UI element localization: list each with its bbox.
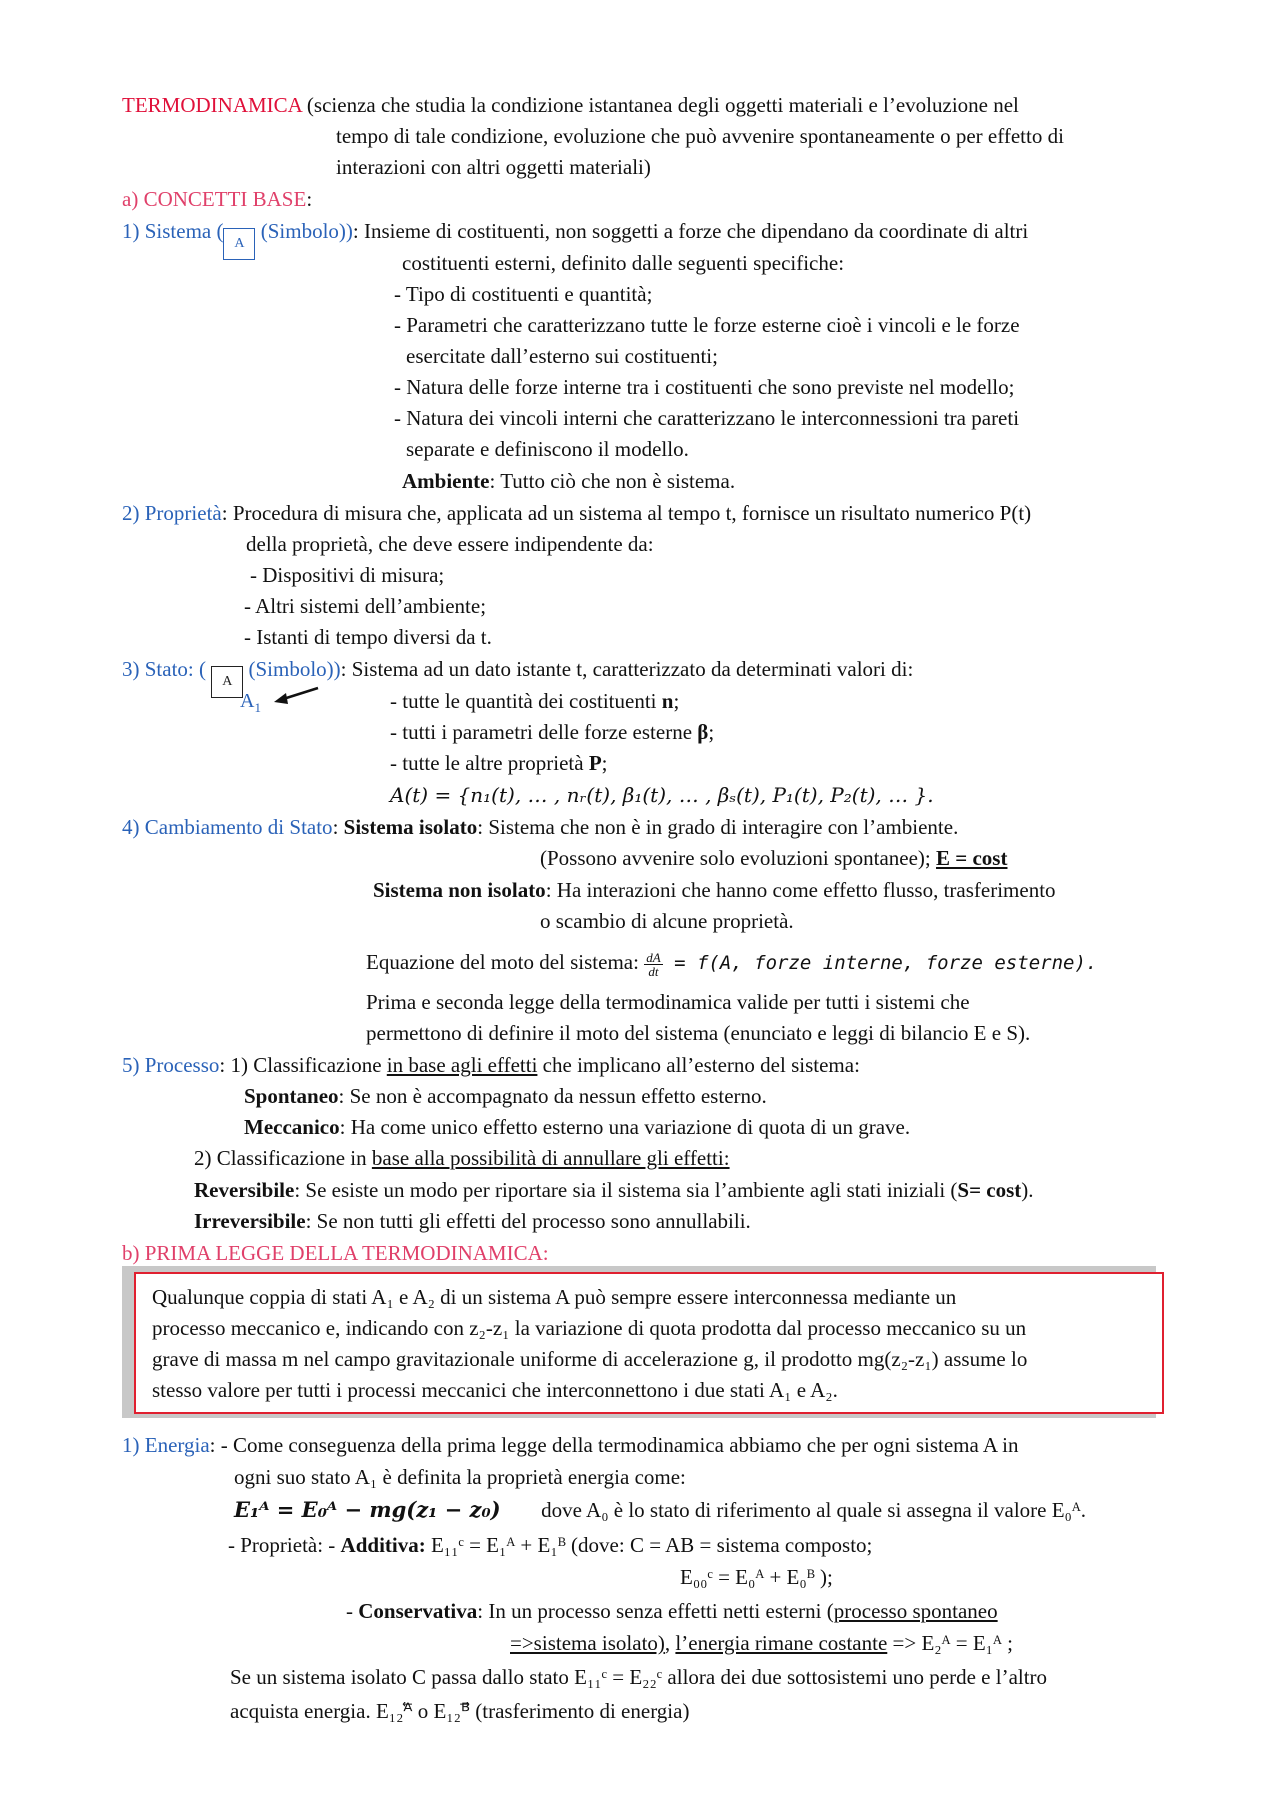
energia-formula-note: dove A₀ è lo stato di riferimento al quale si assegna il valore E₀ᴬ. xyxy=(541,1498,1086,1522)
proprieta-def-1: : Procedura di misura che, applicata ad un sistema al tempo t, fornisce un risultato numerico P(t) xyxy=(221,501,1032,525)
sistema-item-4b: separate e definiscono il modello. xyxy=(406,437,689,461)
reversibile-label: Reversibile xyxy=(194,1178,295,1202)
title-desc-1: (scienza che studia la condizione istantanea degli oggetti materiali e l’evoluzione nel xyxy=(306,93,1019,117)
stato-item-1-end: ; xyxy=(673,689,680,713)
cambiamento-colon: : xyxy=(332,815,344,839)
stato-item-2-bold: β xyxy=(697,720,709,744)
stato-item-1 xyxy=(390,688,679,714)
ambiente-label: Ambiente xyxy=(402,469,490,493)
stato-item-3-end: ; xyxy=(601,751,608,775)
equazione-fraction xyxy=(644,951,662,978)
legge-line-3: grave di massa m nel campo gravitazionale uniforme di accelerazione g, il prodotto mg(z₂-z₁) assume lo xyxy=(152,1347,1028,1371)
sistema-def-1: : Insieme di costituenti, non soggetti a forze che dipendano da coordinate di altri xyxy=(352,219,1029,243)
energia-formula-line xyxy=(234,1497,1086,1523)
conservativa-underlined-2: =>sistema isolato) xyxy=(510,1631,665,1655)
stato-formula: A(t) = {n₁(t), … , nᵣ(t), β₁(t), … , βₛ(t), P₁(t), P₂(t), … }. xyxy=(390,783,934,807)
e-cost: E = cost xyxy=(936,846,1008,870)
stato-label: 3) Stato: ( xyxy=(122,657,206,681)
processo-c1-pre: : 1) Classificazione xyxy=(219,1053,387,1077)
ambiente-text: : Tutto ciò che non è sistema. xyxy=(489,469,736,493)
conservativa-mid: , xyxy=(664,1631,676,1655)
stato-item-3-bold: P xyxy=(588,751,602,775)
stato-a1-label xyxy=(240,688,261,721)
proprieta-def-2: della proprietà, che deve essere indipendente da: xyxy=(246,532,654,556)
irreversibile-line xyxy=(194,1208,751,1234)
title-line-1 xyxy=(122,92,1019,118)
isolato-text-2: (Possono avvenire solo evoluzioni spontanee); xyxy=(540,846,937,870)
prima-legge-box xyxy=(134,1272,1164,1414)
stato-item-2 xyxy=(390,719,714,745)
nonisolato-text: : Ha interazioni che hanno come effetto flusso, trasferimento xyxy=(545,878,1056,902)
spontaneo-label: Spontaneo xyxy=(244,1084,339,1108)
spontaneo-line xyxy=(244,1083,767,1109)
processo-c2-line xyxy=(194,1145,730,1171)
processo-label: 5) Processo xyxy=(122,1053,220,1077)
stato-item-2-text: - tutti i parametri delle forze esterne xyxy=(390,720,698,744)
conservativa-prefix: - xyxy=(346,1599,359,1623)
conservativa-end: => E₂ᴬ = E₁ᴬ ; xyxy=(887,1631,1013,1655)
equazione-moto xyxy=(366,944,1097,981)
proprieta-item-1: - Dispositivi di misura; xyxy=(250,563,445,587)
sistema-item-2: - Parametri che caratterizzano tutte le forze esterne cioè i vincoli e le forze xyxy=(394,313,1020,337)
energia-text-2: ogni suo stato A₁ è definita la proprietà energia come: xyxy=(234,1465,686,1489)
processo-c1-underlined: in base agli effetti xyxy=(386,1053,538,1077)
sistema-def-2: costituenti esterni, definito dalle seguenti specifiche: xyxy=(402,251,845,275)
section-a-colon: : xyxy=(306,187,313,211)
proprieta-item-3: - Istanti di tempo diversi da t. xyxy=(244,625,492,649)
proprieta-line-1 xyxy=(122,500,1031,526)
cambiamento-label: 4) Cambiamento di Stato xyxy=(122,815,333,839)
reversibile-line xyxy=(194,1177,1034,1203)
proprieta-label: 2) Proprietà xyxy=(122,501,222,525)
section-a-heading xyxy=(122,186,312,212)
irreversibile-text: : Se non tutti gli effetti del processo sono annullabili. xyxy=(305,1209,751,1233)
isolato-line-2 xyxy=(540,845,1007,871)
cambiamento-line-1 xyxy=(122,814,958,840)
stato-item-1-bold: n xyxy=(661,689,674,713)
stato-a1-sub: 1 xyxy=(254,700,261,715)
processo-line-1 xyxy=(122,1052,860,1078)
energia-line-1 xyxy=(122,1432,1019,1458)
section-a-title: a) CONCETTI BASE xyxy=(122,187,307,211)
equazione-den: dt xyxy=(648,963,659,979)
conservativa-label: Conservativa xyxy=(358,1599,478,1623)
processo-c2-underlined: base alla possibilità di annullare gli effetti: xyxy=(371,1146,730,1170)
meccanico-text: : Ha come unico effetto esterno una variazione di quota di un grave. xyxy=(339,1115,911,1139)
reversibile-bold: S= cost xyxy=(957,1178,1022,1202)
section-b-heading: b) PRIMA LEGGE DELLA TERMODINAMICA: xyxy=(122,1241,549,1265)
reversibile-text: : Se esiste un modo per riportare sia il sistema sia l’ambiente agli stati iniziali ( xyxy=(294,1178,958,1202)
stato-item-1-text: - tutte le quantità dei costituenti xyxy=(390,689,662,713)
stato-a1: A xyxy=(240,690,255,712)
title-line-2: tempo di tale condizione, evoluzione che può avvenire spontaneamente o per effetto di xyxy=(336,124,1064,148)
nonisolato-label: Sistema non isolato xyxy=(373,878,546,902)
proprieta-item-2: - Altri sistemi dell’ambiente; xyxy=(244,594,487,618)
sistema-item-2b: esercitate dall’esterno sui costituenti; xyxy=(406,344,718,368)
equazione-rhs: = f(A, forze interne, forze esterne). xyxy=(662,952,1098,974)
additiva-line xyxy=(228,1532,872,1558)
proprieta-prefix: - Proprietà: - xyxy=(228,1533,341,1557)
meccanico-label: Meccanico xyxy=(244,1115,340,1139)
title-word: TERMODINAMICA xyxy=(122,93,302,117)
processo-c2-pre: 2) Classificazione in xyxy=(194,1146,372,1170)
ambiente-line xyxy=(402,468,735,494)
sistema-symbol-box: A xyxy=(223,228,255,260)
additiva-formula: E₁₁ᶜ = E₁ᴬ + E₁ᴮ (dove: C = AB = sistema composto; xyxy=(425,1533,873,1557)
nonisolato-text-2: o scambio di alcune proprietà. xyxy=(540,909,794,933)
stato-def: : Sistema ad un dato istante t, caratterizzato da determinati valori di: xyxy=(340,657,914,681)
isolato-energia-line-2: acquista energia. E₁₂ᴬ⃖ o E₁₂ᴮ⃗ (trasferimento di energia) xyxy=(230,1699,690,1723)
leggi-line-1: Prima e seconda legge della termodinamica valide per tutti i sistemi che xyxy=(366,990,970,1014)
stato-item-3 xyxy=(390,750,608,776)
energia-formula: E₁ᴬ = E₀ᴬ − mg(z₁ − z₀) xyxy=(234,1497,501,1522)
sistema-symbol: (Simbolo)) xyxy=(260,219,353,243)
stato-symbol: (Simbolo)) xyxy=(248,657,341,681)
additiva-formula-2: E₀₀ᶜ = E₀ᴬ + E₀ᴮ ); xyxy=(680,1565,833,1589)
stato-item-3-text: - tutte le altre proprietà xyxy=(390,751,589,775)
stato-symbol-box: A xyxy=(211,666,243,698)
equazione-label: Equazione del moto del sistema: xyxy=(366,950,645,974)
meccanico-line xyxy=(244,1114,910,1140)
conservativa-line-2 xyxy=(510,1630,1013,1656)
reversibile-end: ). xyxy=(1021,1178,1034,1202)
sistema-item-1: - Tipo di costituenti e quantità; xyxy=(394,282,653,306)
conservativa-text: : In un processo senza effetti netti esterni ( xyxy=(477,1599,834,1623)
equazione-num: dA xyxy=(646,949,661,965)
isolato-energia-line-1: Se un sistema isolato C passa dallo stato E₁₁ᶜ = E₂₂ᶜ allora dei due sottosistemi uno perde e l’altro xyxy=(230,1665,1048,1689)
energia-text-1: : - Come conseguenza della prima legge della termodinamica abbiamo che per ogni sistema A in xyxy=(209,1433,1019,1457)
irreversibile-label: Irreversibile xyxy=(194,1209,306,1233)
additiva-label: Additiva: xyxy=(340,1533,426,1557)
title-line-3: interazioni con altri oggetti materiali) xyxy=(336,155,651,179)
legge-line-4: stesso valore per tutti i processi meccanici che interconnettono i due stati A₁ e A₂. xyxy=(152,1378,838,1402)
sistema-item-3: - Natura delle forze interne tra i costituenti che sono previste nel modello; xyxy=(394,375,1015,399)
nonisolato-line-1 xyxy=(373,877,1056,903)
stato-item-2-end: ; xyxy=(708,720,715,744)
sistema-item-4: - Natura dei vincoli interni che caratterizzano le interconnessioni tra pareti xyxy=(394,406,1020,430)
sistema-label: 1) Sistema ( xyxy=(122,219,224,243)
isolato-text: : Sistema che non è in grado di interagire con l’ambiente. xyxy=(477,815,959,839)
conservativa-line xyxy=(346,1598,998,1624)
arrow-icon xyxy=(272,684,322,706)
leggi-line-2: permettono di definire il moto del sistema (enunciato e leggi di bilancio E e S). xyxy=(366,1021,1031,1045)
legge-line-1: Qualunque coppia di stati A₁ e A₂ di un sistema A può sempre essere interconnessa mediante un xyxy=(152,1285,957,1309)
conservativa-underlined-1: processo spontaneo xyxy=(833,1599,998,1623)
processo-c1-post: che implicano all’esterno del sistema: xyxy=(537,1053,860,1077)
conservativa-underlined-3: l’energia rimane costante xyxy=(675,1631,888,1655)
spontaneo-text: : Se non è accompagnato da nessun effetto esterno. xyxy=(338,1084,767,1108)
legge-line-2: processo meccanico e, indicando con z₂-z₁ la variazione di quota prodotta dal processo meccanico su un xyxy=(152,1316,1027,1340)
isolato-label: Sistema isolato xyxy=(343,815,478,839)
energia-label: 1) Energia xyxy=(122,1433,210,1457)
